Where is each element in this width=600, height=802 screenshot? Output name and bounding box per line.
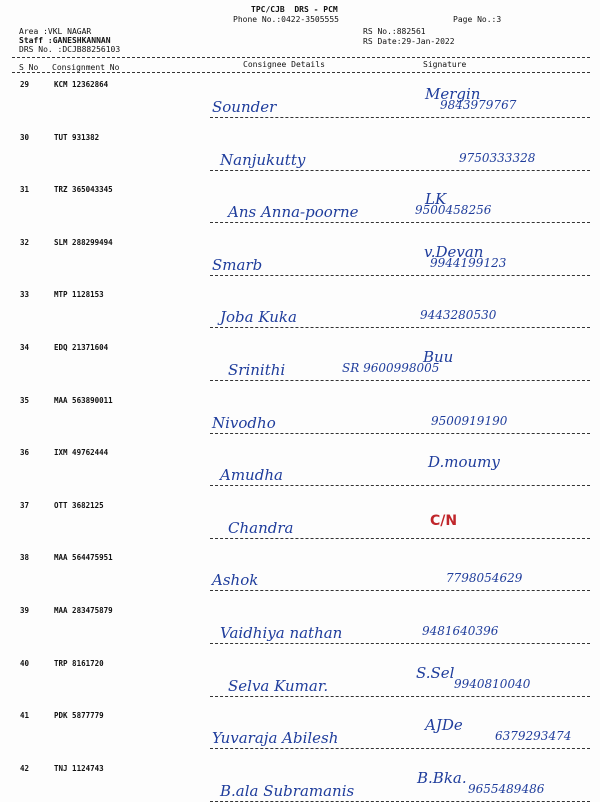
consignee-handwriting: Smarb [212,256,263,274]
row-consignment: MAA 283475879 [54,606,113,615]
page-number: Page No.:3 [453,15,502,24]
row-sno: 38 [20,553,30,562]
consignee-handwriting: Nanjukutty [220,151,306,169]
signature-handwriting: B.Bka. [417,769,467,787]
area-label: Area :VKL NAGAR [19,27,92,36]
row-divider [210,485,590,486]
row-sno: 30 [20,133,30,142]
signature-phone: 9481640396 [422,624,499,638]
signature-phone: SR 9600998005 [342,361,440,375]
row-sno: 32 [20,238,30,247]
row-sno: 41 [20,711,30,720]
row-consignment: TUT 931382 [54,133,100,142]
signature-handwriting: Buu [423,348,454,366]
row-consignment: MAA 563890011 [54,396,113,405]
row-divider [210,748,590,749]
report-title: TPC/CJB DRS - PCM [251,5,338,14]
col-sno: S No [19,63,39,72]
signature-phone: 9940810040 [454,677,531,691]
consignee-handwriting: Ashok [212,571,259,589]
col-signature: Signature [423,60,467,69]
row-consignment: MTP 1128153 [54,290,104,299]
row-sno: 29 [20,80,30,89]
row-sno: 31 [20,185,30,194]
row-consignment: TRZ 365043345 [54,185,113,194]
signature-phone: 9843979767 [440,98,517,112]
rs-date: RS Date:29-Jan-2022 [363,37,455,46]
row-divider [210,696,590,697]
row-sno: 33 [20,290,30,299]
consignee-handwriting: Selva Kumar. [228,677,329,695]
signature-phone: 9655489486 [468,782,545,796]
consignee-handwriting: Joba Kuka [220,308,297,326]
consignee-handwriting: Srinithi [228,361,286,379]
row-sno: 37 [20,501,30,510]
row-sno: 40 [20,659,30,668]
consignee-handwriting: B.ala Subramanis [220,782,355,800]
row-divider [210,538,590,539]
consignee-handwriting: Vaidhiya nathan [220,624,343,642]
row-consignment: TRP 8161720 [54,659,104,668]
signature-handwriting: v.Devan [424,243,484,261]
signature-phone: 9750333328 [459,151,536,165]
row-consignment: IXM 49762444 [54,448,109,457]
row-consignment: MAA 564475951 [54,553,113,562]
signature-phone: 6379293474 [495,729,572,743]
signature-phone: 9500458256 [415,203,492,217]
row-consignment: SLM 288299494 [54,238,113,247]
consignee-handwriting: Ans Anna-poorne [228,203,359,221]
signature-phone: 9500919190 [431,414,508,428]
signature-handwriting: LK [425,190,447,208]
phone-number: Phone No.:0422-3505555 [233,15,339,24]
consignee-handwriting: Chandra [228,519,294,537]
row-divider [210,433,590,434]
signature-handwriting: S.Sel [416,664,455,682]
row-consignment: TNJ 1124743 [54,764,104,773]
row-consignment: PDK 5877779 [54,711,104,720]
col-consignment: Consignment No [52,63,120,72]
signature-handwriting: AJDe [425,716,463,734]
row-divider [210,327,590,328]
cn-stamp: C/N [430,513,458,529]
row-sno: 36 [20,448,30,457]
row-sno: 39 [20,606,30,615]
staff-label: Staff :GANESHKANNAN [19,36,111,45]
row-consignment: KCM 12362864 [54,80,109,89]
signature-handwriting: Mergin [425,85,481,103]
consignee-handwriting: Amudha [220,466,283,484]
consignee-handwriting: Sounder [212,98,277,116]
row-divider [210,590,590,591]
row-consignment: OTT 3682125 [54,501,104,510]
row-divider [210,643,590,644]
consignee-handwriting: Yuvaraja Abilesh [212,729,339,747]
row-divider [210,170,590,171]
signature-phone: 9944199123 [430,256,507,270]
row-divider [210,275,590,276]
signature-handwriting: D.moumy [428,453,500,471]
divider [12,57,590,58]
col-consignee: Consignee Details [243,60,325,69]
signature-phone: 9443280530 [420,308,497,322]
row-consignment: EDQ 21371604 [54,343,109,352]
drs-number: DRS No. :DCJB88256103 [19,45,121,54]
rs-number: RS No.:882561 [363,27,426,36]
divider [12,72,590,73]
row-divider [210,117,590,118]
signature-phone: 7798054629 [446,571,523,585]
row-divider [210,222,590,223]
consignee-handwriting: Nivodho [212,414,276,432]
row-divider [210,380,590,381]
row-sno: 42 [20,764,30,773]
row-sno: 35 [20,396,30,405]
row-sno: 34 [20,343,30,352]
